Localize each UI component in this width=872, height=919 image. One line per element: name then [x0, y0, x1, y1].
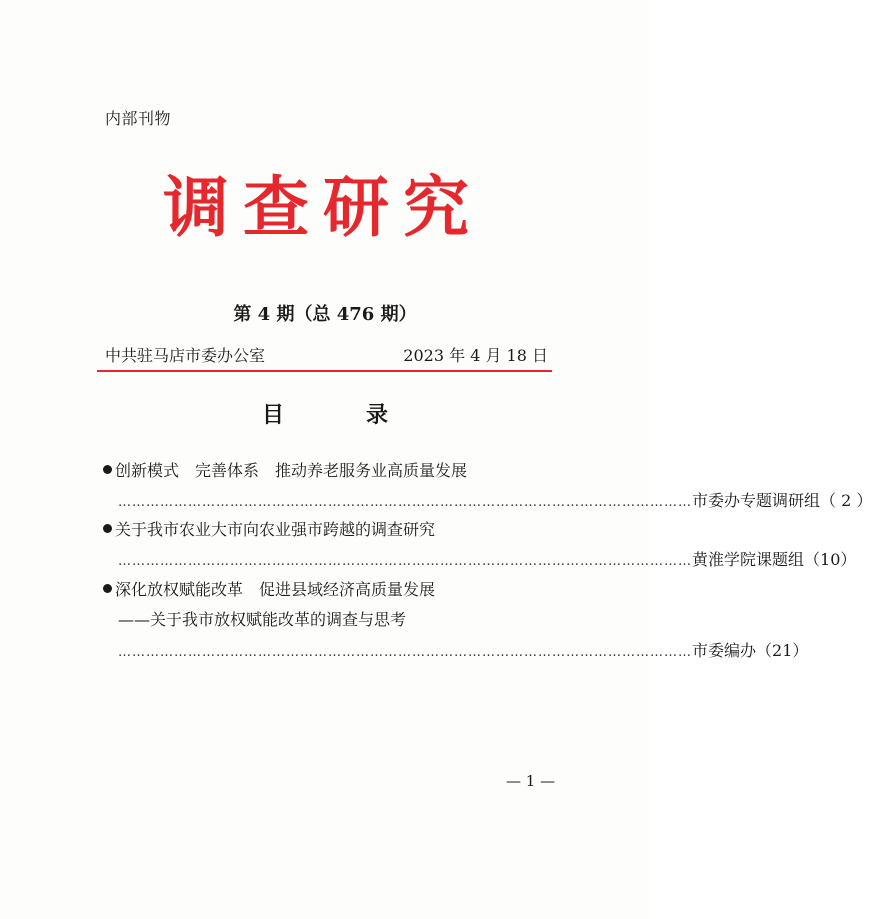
toc-entry-title: 创新模式 完善体系 推动养老服务业高质量发展 — [115, 461, 468, 480]
bullet-icon — [103, 584, 112, 593]
toc-entry-title: 关于我市农业大市向农业强市跨越的调查研究 — [115, 520, 436, 539]
leader-dots: …………………………………………………………………………………………………………… — [118, 495, 692, 510]
internal-publication-label: 内部刊物 — [105, 109, 172, 128]
toc-entry-author: 黄淮学院课题组 — [692, 550, 805, 569]
red-divider-rule — [97, 370, 552, 372]
toc-entry-1-title-line[interactable] — [103, 458, 467, 481]
toc-entry-3-title-line[interactable] — [103, 577, 435, 600]
leader-dots: …………………………………………………………………………………………………………… — [118, 645, 692, 660]
toc-entry-author: 市委编办 — [692, 641, 757, 660]
publication-date: 2023 年 4 月 18 日 — [403, 346, 548, 365]
page-number: — 1 — — [506, 772, 556, 790]
leader-dots: …………………………………………………………………………………………………………… — [118, 554, 692, 569]
toc-entry-1-leader[interactable] — [118, 488, 872, 511]
toc-entry-page: （21） — [756, 641, 809, 660]
masthead-title: 调查研究 — [163, 169, 483, 246]
issue-number: 第 4 期（总 476 期） — [233, 304, 417, 325]
publisher-organization: 中共驻马店市委办公室 — [105, 346, 266, 365]
toc-entry-2-title-line[interactable] — [103, 517, 435, 540]
toc-entry-author: 市委办专题调研组 — [692, 491, 821, 510]
bullet-icon — [103, 524, 112, 533]
toc-entry-page: （ 2 ） — [820, 491, 872, 510]
toc-entry-3-subtitle: ——关于我市放权赋能改革的调查与思考 — [118, 610, 407, 629]
toc-title: 目 录 — [261, 402, 418, 428]
toc-entry-2-leader[interactable] — [118, 547, 857, 570]
bullet-icon — [103, 465, 112, 474]
toc-entry-title: 深化放权赋能改革 促进县域经济高质量发展 — [115, 580, 436, 599]
toc-entry-page: （10） — [804, 550, 857, 569]
toc-entry-3-leader[interactable] — [118, 638, 809, 661]
